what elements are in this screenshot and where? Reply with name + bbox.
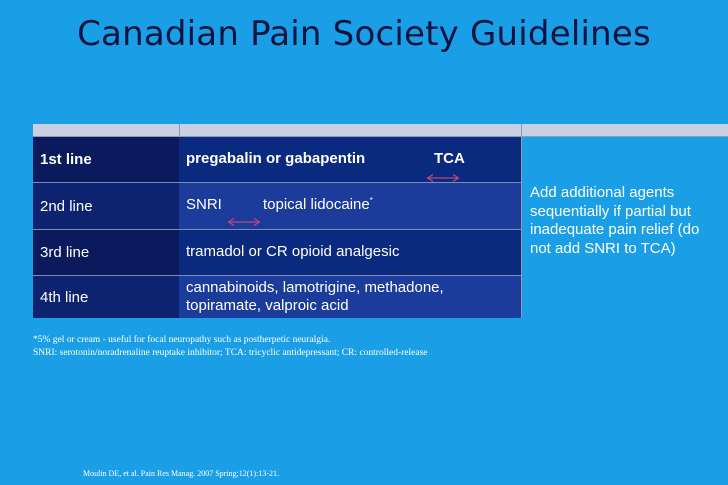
agent-topical-lidocaine	[263, 196, 373, 213]
side-note-text: Add additional agents sequentially if partial but inadequate pain relief (do not add SNRI to TCA)	[530, 184, 700, 257]
footnote-lidocaine: *5% gel or cream - useful for focal neuropathy such as postherpetic neuralgia.	[33, 335, 331, 345]
agent-tca: TCA	[434, 150, 465, 167]
agent-fourth-line-1: cannabinoids, lamotrigine, methadone,	[186, 279, 444, 296]
footnote-marker: *	[369, 196, 373, 205]
row-label: 4th line	[33, 276, 179, 318]
agent-fourth-line-2: topiramate, valproic acid	[186, 297, 349, 314]
table-row-4th-line	[33, 276, 521, 318]
header-divider	[521, 124, 522, 136]
agent-tramadol: tramadol or CR opioid analgesic	[186, 243, 400, 260]
footnote-abbreviations: SNRI: serotonin/noradrenaline reuptake inhibitor; TCA: tricyclic antidepressant; CR: controlled-release	[33, 347, 428, 358]
row-agents	[179, 137, 521, 182]
table-row-3rd-line	[33, 230, 521, 275]
footnotes	[33, 334, 683, 359]
double-arrow-icon	[425, 173, 461, 183]
slide-title: Canadian Pain Society Guidelines	[77, 14, 651, 54]
row-label: 1st line	[33, 137, 179, 182]
agent-pregabalin: pregabalin or gabapentin	[186, 150, 366, 167]
table-row-2nd-line	[33, 183, 521, 229]
agent-lidocaine-label: topical lidocaine	[263, 196, 370, 213]
side-note-cell	[521, 137, 728, 318]
table-header-strip	[33, 124, 728, 137]
citation: Moulin DE, et al. Pain Res Manag. 2007 Spring;12(1):13-21.	[83, 469, 279, 478]
agent-snri: SNRI	[186, 196, 222, 213]
header-divider	[179, 124, 180, 136]
double-arrow-icon	[226, 217, 262, 227]
row-label: 2nd line	[33, 183, 179, 229]
guidelines-table	[33, 124, 728, 318]
row-agents	[179, 230, 521, 275]
row-agents	[179, 276, 521, 318]
row-label: 3rd line	[33, 230, 179, 275]
